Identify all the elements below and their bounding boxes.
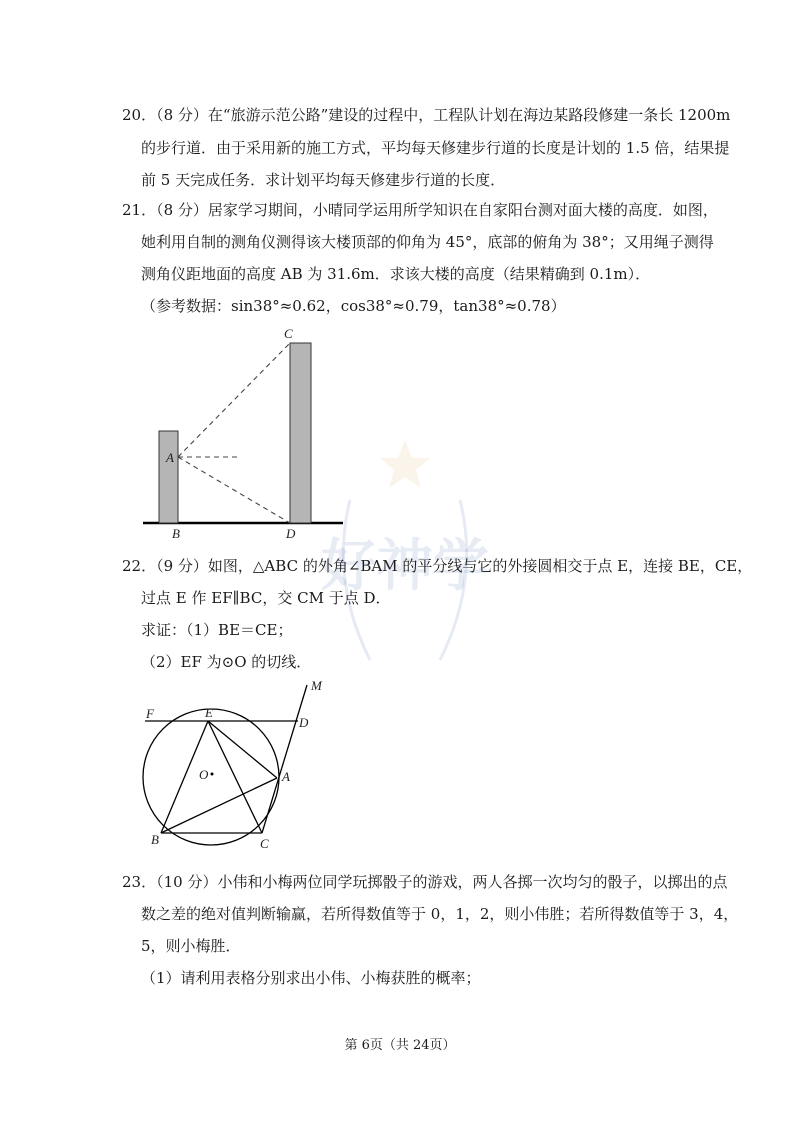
building-diagram: [0, 320, 800, 550]
center-point: [211, 773, 214, 776]
label-a: A: [282, 769, 290, 784]
q21-line2: 她利用自制的测角仪测得该大楼顶部的仰角为 45°，底部的俯角为 38°；又用绳子测得: [141, 233, 714, 251]
q22-line3: 求证：（1）BE＝CE；: [141, 621, 293, 639]
label-c: C: [260, 836, 269, 851]
label-e: E: [205, 705, 213, 720]
q21-line3: 测角仪距地面的高度 AB 为 31.6m．求该大楼的高度（结果精确到 0.1m）．: [141, 265, 651, 283]
sight-line-ad: [178, 457, 290, 523]
watermark-text: 好神学: [321, 534, 489, 599]
line-cm: [262, 685, 307, 833]
label-a: A: [166, 450, 174, 465]
q23-line4: （1）请利用表格分别求出小伟、小梅获胜的概率；: [141, 969, 481, 987]
q20-line1: 20．（8 分）在“旅游示范公路”建设的过程中，工程队计划在海边某路段修建一条长 1200m: [122, 106, 731, 124]
page-footer: 第 6页（共 24页）: [344, 1038, 456, 1053]
segment-ec: [208, 721, 262, 833]
q21-line1: 21．（8 分）居家学习期间，小晴同学运用所学知识在自家阳台测对面大楼的高度．如图，: [122, 201, 718, 219]
label-d: D: [299, 715, 309, 730]
q22-line4: （2）EF 为⊙O 的切线．: [141, 653, 312, 671]
q23-line1: 23．（10 分）小伟和小梅两位同学玩掷骰子的游戏，两人各掷一次均匀的骰子，以掷出的点: [122, 873, 728, 891]
label-o: O: [199, 767, 209, 782]
building-cd: [290, 343, 311, 523]
q23-line3: 5，则小梅胜．: [141, 937, 241, 955]
segment-ea: [208, 721, 277, 778]
circle-diagram: [0, 675, 800, 855]
label-b: B: [172, 526, 180, 541]
label-d: D: [286, 526, 296, 541]
label-m: M: [311, 678, 322, 693]
label-c: C: [284, 326, 293, 341]
q22-line2: 过点 E 作 EF∥BC，交 CM 于点 D．: [141, 589, 391, 607]
label-f: F: [146, 706, 154, 721]
pole-ab: [159, 431, 178, 523]
label-b: B: [151, 832, 159, 847]
q23-line2: 数之差的绝对值判断输赢，若所得数值等于 0，1，2，则小伟胜；若所得数值等于 3，4，: [141, 905, 739, 923]
sight-line-ac: [178, 343, 290, 457]
q21-line4: （参考数据：sin38°≈0.62，cos38°≈0.79，tan38°≈0.78）: [141, 297, 566, 315]
q22-line1: 22．（9 分）如图，△ABC 的外角∠BAM 的平分线与它的外接圆相交于点 E，连接 BE，CE，: [122, 557, 753, 575]
q20-line3: 前 5 天完成任务．求计划平均每天修建步行道的长度．: [141, 171, 506, 189]
q20-line2: 的步行道．由于采用新的施工方式，平均每天修建步行道的长度是计划的 1.5 倍，结果提: [141, 139, 730, 157]
